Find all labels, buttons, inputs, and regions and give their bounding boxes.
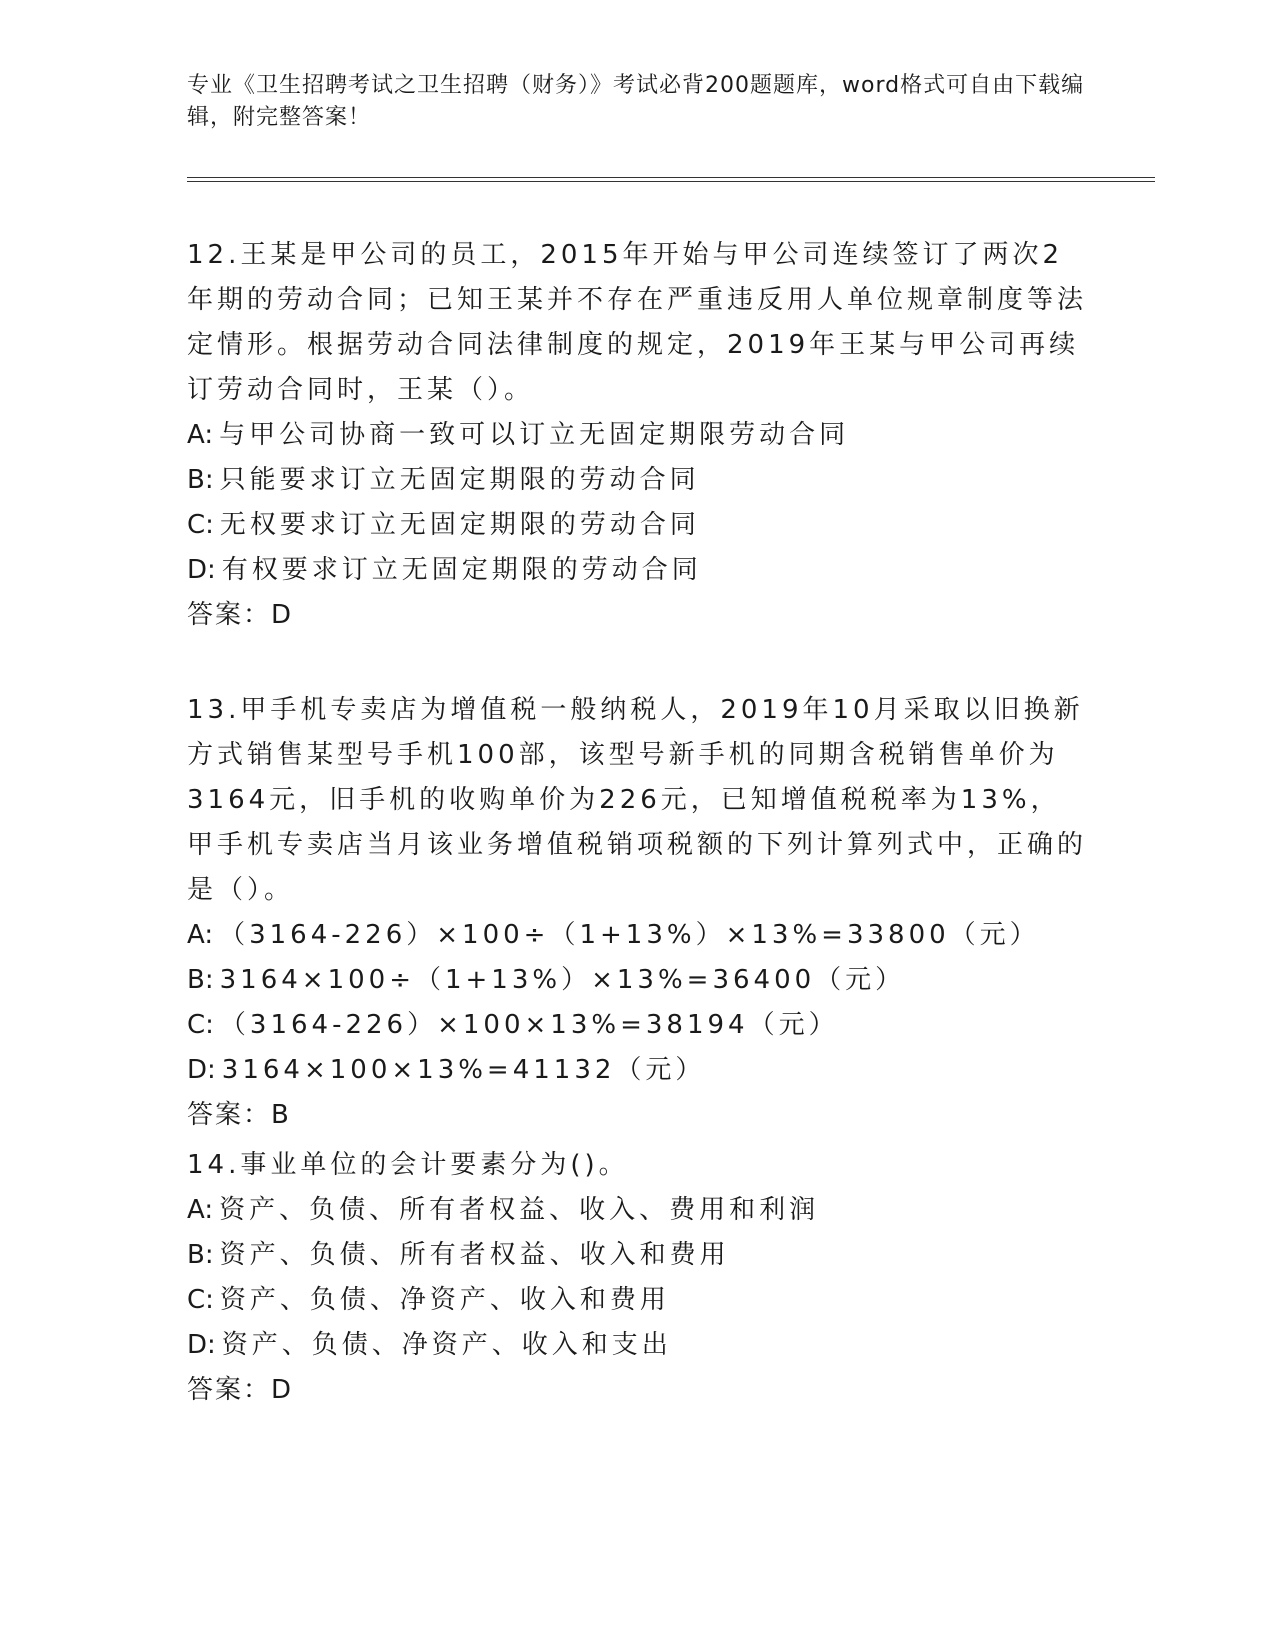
option-text: 资产、负债、净资产、收入和费用 — [219, 1285, 670, 1315]
option-a — [187, 413, 1087, 458]
question-stem: 12.王某是甲公司的员工，2015年开始与甲公司连续签订了两次2年期的劳动合同；已知王某并不存在严重违反用人单位规章制度等法定情形。根据劳动合同法律制度的规定，2019年王某与甲公司再续订劳动合同时，王某（）。 — [187, 240, 1088, 405]
option-text: 资产、负债、所有者权益、收入、费用和利润 — [219, 1195, 820, 1225]
option-letter: B: — [187, 1240, 214, 1270]
option-letter: C: — [187, 510, 214, 540]
header-divider-bottom — [187, 181, 1155, 182]
question-stem: 14.事业单位的会计要素分为()。 — [187, 1150, 629, 1180]
option-text: 3164×100×13%=41132（元） — [221, 1055, 706, 1085]
option-letter: D: — [187, 555, 216, 585]
option-text: 资产、负债、所有者权益、收入和费用 — [219, 1240, 730, 1270]
option-letter: A: — [187, 1195, 214, 1225]
option-text: 有权要求订立无固定期限的劳动合同 — [221, 555, 702, 585]
question-stem: 13.甲手机专卖店为增值税一般纳税人，2019年10月采取以旧换新方式销售某型号手机100部，该型号新手机的同期含税销售单价为3164元，旧手机的收购单价为226元，已知增值税税率为13%，甲手机专卖店当月该业务增值税销项税额的下列计算列式中，正确的是（）。 — [187, 695, 1088, 905]
option-letter: D: — [187, 1330, 216, 1360]
option-letter: B: — [187, 965, 214, 995]
option-c — [187, 503, 1087, 548]
option-b — [187, 1233, 1087, 1278]
option-text: 资产、负债、净资产、收入和支出 — [221, 1330, 672, 1360]
option-d — [187, 1048, 1087, 1093]
option-letter: C: — [187, 1010, 214, 1040]
document-header: 专业《卫生招聘考试之卫生招聘（财务）》考试必背200题题库，word格式可自由下载编辑，附完整答案！ — [187, 73, 1085, 130]
option-letter: A: — [187, 420, 214, 450]
option-a — [187, 1188, 1087, 1233]
option-c — [187, 1278, 1087, 1323]
answer-line: 答案：D — [187, 1375, 294, 1405]
option-text: 3164×100÷（1+13%）×13%=36400（元） — [219, 965, 906, 995]
option-d — [187, 1323, 1087, 1368]
option-text: 无权要求订立无固定期限的劳动合同 — [219, 510, 700, 540]
header-divider-top — [187, 177, 1155, 178]
option-d — [187, 548, 1087, 593]
option-text: （3164-226）×100÷（1+13%）×13%=33800（元） — [219, 920, 1040, 950]
answer-line: 答案：D — [187, 600, 294, 630]
option-text: 只能要求订立无固定期限的劳动合同 — [219, 465, 700, 495]
option-text: 与甲公司协商一致可以订立无固定期限劳动合同 — [219, 420, 850, 450]
option-letter: D: — [187, 1055, 216, 1085]
option-letter: B: — [187, 465, 214, 495]
question-14 — [187, 1143, 1087, 1413]
option-c — [187, 1003, 1087, 1048]
option-b — [187, 458, 1087, 503]
option-b — [187, 958, 1087, 1003]
option-text: （3164-226）×100×13%=38194（元） — [219, 1010, 839, 1040]
option-a — [187, 913, 1087, 958]
answer-line: 答案：B — [187, 1100, 291, 1130]
option-letter: C: — [187, 1285, 214, 1315]
question-13 — [187, 688, 1087, 1138]
option-letter: A: — [187, 920, 214, 950]
question-12 — [187, 233, 1087, 638]
